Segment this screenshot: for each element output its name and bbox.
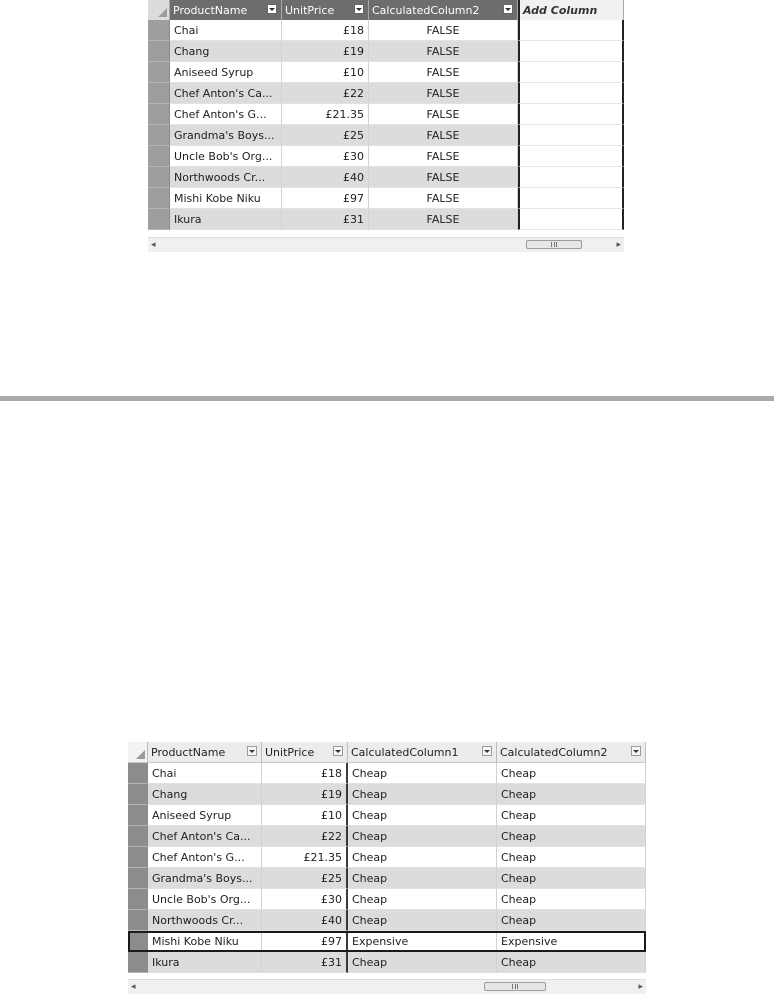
cell-calculatedcolumn2[interactable]: Cheap <box>497 805 646 826</box>
cell-unitprice[interactable]: £10 <box>262 805 348 826</box>
column-header-productname[interactable] <box>170 0 282 20</box>
cell-calculatedcolumn2[interactable]: Cheap <box>497 952 646 973</box>
column-header-calculatedcolumn1[interactable] <box>348 742 497 762</box>
cell-productname[interactable]: Ikura <box>170 209 282 230</box>
cell-calculatedcolumn1[interactable]: Cheap <box>348 952 497 973</box>
cell-calculatedcolumn2[interactable]: FALSE <box>369 209 518 230</box>
table-row[interactable] <box>128 889 646 910</box>
row-selector[interactable] <box>148 104 170 125</box>
cell-calculatedcolumn1[interactable]: Cheap <box>348 910 497 931</box>
column-header-label: UnitPrice <box>265 745 315 759</box>
filter-dropdown-icon[interactable] <box>354 4 364 14</box>
datasheet-top <box>148 0 624 252</box>
filter-dropdown-icon[interactable] <box>482 746 492 756</box>
column-header-productname[interactable] <box>148 742 262 762</box>
cell-calculatedcolumn1[interactable]: Cheap <box>348 805 497 826</box>
cell-unitprice[interactable]: £97 <box>282 188 369 209</box>
cell-unitprice[interactable]: £21.35 <box>282 104 369 125</box>
cell-productname[interactable]: Chef Anton's G... <box>170 104 282 125</box>
scroll-right-arrow-icon[interactable]: ▸ <box>638 982 643 992</box>
cell-productname[interactable]: Grandma's Boys... <box>170 125 282 146</box>
row-selector[interactable] <box>148 146 170 167</box>
cell-calculatedcolumn2[interactable]: Cheap <box>497 847 646 868</box>
select-all-corner[interactable] <box>148 0 170 20</box>
add-column-header[interactable] <box>518 0 624 20</box>
row-selector[interactable] <box>128 826 148 847</box>
scroll-right-arrow-icon[interactable]: ▸ <box>616 240 621 250</box>
grip-icon <box>512 984 518 989</box>
cell-unitprice[interactable]: £30 <box>262 889 348 910</box>
cell-productname[interactable]: Chef Anton's G... <box>148 847 262 868</box>
cell-add-column[interactable] <box>518 41 624 62</box>
cell-productname[interactable]: Northwoods Cr... <box>170 167 282 188</box>
cell-calculatedcolumn2[interactable]: Cheap <box>497 889 646 910</box>
column-header-unitprice[interactable] <box>282 0 369 20</box>
filter-dropdown-icon[interactable] <box>631 746 641 756</box>
cell-productname[interactable]: Ikura <box>148 952 262 973</box>
table-row[interactable] <box>128 910 646 931</box>
cell-unitprice[interactable]: £18 <box>282 20 369 41</box>
cell-calculatedcolumn2[interactable]: FALSE <box>369 146 518 167</box>
cell-unitprice[interactable]: £19 <box>282 41 369 62</box>
row-selector[interactable] <box>128 847 148 868</box>
horizontal-scrollbar[interactable] <box>148 237 624 252</box>
cell-unitprice[interactable]: £22 <box>262 826 348 847</box>
cell-unitprice[interactable]: £21.35 <box>262 847 348 868</box>
cell-add-column[interactable] <box>518 209 624 230</box>
corner-triangle-icon <box>136 750 145 759</box>
table-row[interactable] <box>128 763 646 784</box>
table-row[interactable] <box>148 188 624 209</box>
cell-calculatedcolumn1[interactable]: Cheap <box>348 763 497 784</box>
cell-productname[interactable]: Aniseed Syrup <box>148 805 262 826</box>
cell-productname[interactable]: Chef Anton's Ca... <box>170 83 282 104</box>
row-selector[interactable] <box>148 167 170 188</box>
table-row[interactable] <box>128 847 646 868</box>
scroll-left-arrow-icon[interactable]: ◂ <box>131 982 136 992</box>
table-row[interactable] <box>128 952 646 973</box>
row-selector[interactable] <box>148 62 170 83</box>
filter-dropdown-icon[interactable] <box>503 4 513 14</box>
cell-add-column[interactable] <box>518 188 624 209</box>
scrollbar-thumb[interactable] <box>526 240 582 249</box>
row-selector[interactable] <box>128 784 148 805</box>
row-selector[interactable] <box>148 188 170 209</box>
cell-unitprice[interactable]: £31 <box>282 209 369 230</box>
cell-calculatedcolumn1[interactable]: Cheap <box>348 868 497 889</box>
row-selector[interactable] <box>128 889 148 910</box>
column-header-calculatedcolumn2[interactable] <box>497 742 646 762</box>
cell-productname[interactable]: Grandma's Boys... <box>148 868 262 889</box>
row-selector[interactable] <box>128 868 148 889</box>
column-header-label: CalculatedColumn2 <box>500 745 608 759</box>
cell-unitprice[interactable]: £22 <box>282 83 369 104</box>
cell-productname[interactable]: Mishi Kobe Niku <box>148 931 262 952</box>
cell-calculatedcolumn1[interactable]: Cheap <box>348 847 497 868</box>
cell-productname[interactable]: Chai <box>170 20 282 41</box>
cell-productname[interactable]: Chang <box>170 41 282 62</box>
datasheet-bottom <box>128 742 646 994</box>
horizontal-scrollbar[interactable] <box>128 979 646 994</box>
cell-unitprice[interactable]: £40 <box>282 167 369 188</box>
add-column-label: Add Column <box>523 3 598 17</box>
scroll-left-arrow-icon[interactable]: ◂ <box>151 240 156 250</box>
cell-calculatedcolumn2[interactable]: FALSE <box>369 20 518 41</box>
row-selector[interactable] <box>128 931 148 952</box>
cell-calculatedcolumn2[interactable]: FALSE <box>369 104 518 125</box>
cell-productname[interactable]: Mishi Kobe Niku <box>170 188 282 209</box>
table-row[interactable] <box>148 209 624 230</box>
table-row[interactable] <box>148 41 624 62</box>
cell-productname[interactable]: Aniseed Syrup <box>170 62 282 83</box>
table-row[interactable] <box>128 868 646 889</box>
cell-unitprice[interactable]: £25 <box>262 868 348 889</box>
datasheet-rows <box>148 20 624 230</box>
cell-calculatedcolumn2[interactable]: FALSE <box>369 167 518 188</box>
cell-productname[interactable]: Uncle Bob's Org... <box>148 889 262 910</box>
table-row[interactable] <box>128 826 646 847</box>
row-selector[interactable] <box>148 20 170 41</box>
table-row[interactable] <box>128 784 646 805</box>
cell-calculatedcolumn2[interactable]: Cheap <box>497 784 646 805</box>
filter-dropdown-icon[interactable] <box>267 4 277 14</box>
filter-dropdown-icon[interactable] <box>333 746 343 756</box>
row-selector[interactable] <box>128 952 148 973</box>
scrollbar-thumb[interactable] <box>484 982 546 991</box>
column-header-row <box>128 742 646 763</box>
select-all-corner[interactable] <box>128 742 148 762</box>
table-row[interactable] <box>148 146 624 167</box>
cell-add-column[interactable] <box>518 146 624 167</box>
row-selector[interactable] <box>128 763 148 784</box>
table-row[interactable] <box>148 104 624 125</box>
cell-calculatedcolumn2[interactable]: Cheap <box>497 910 646 931</box>
cell-productname[interactable]: Chang <box>148 784 262 805</box>
cell-unitprice[interactable]: £25 <box>282 125 369 146</box>
row-selector[interactable] <box>148 41 170 62</box>
cell-calculatedcolumn2[interactable]: Expensive <box>497 931 646 952</box>
row-selector[interactable] <box>128 805 148 826</box>
cell-calculatedcolumn1[interactable]: Cheap <box>348 889 497 910</box>
cell-add-column[interactable] <box>518 167 624 188</box>
row-selector[interactable] <box>148 125 170 146</box>
section-divider <box>0 396 774 401</box>
cell-calculatedcolumn2[interactable]: FALSE <box>369 62 518 83</box>
column-header-label: CalculatedColumn2 <box>372 3 480 17</box>
cell-productname[interactable]: Uncle Bob's Org... <box>170 146 282 167</box>
table-row[interactable] <box>148 167 624 188</box>
cell-calculatedcolumn2[interactable]: Cheap <box>497 763 646 784</box>
column-header-label: ProductName <box>173 3 248 17</box>
filter-dropdown-icon[interactable] <box>247 746 257 756</box>
cell-calculatedcolumn2[interactable]: FALSE <box>369 41 518 62</box>
table-row[interactable] <box>128 805 646 826</box>
cell-calculatedcolumn2[interactable]: FALSE <box>369 125 518 146</box>
row-selector[interactable] <box>148 83 170 104</box>
row-selector[interactable] <box>128 910 148 931</box>
column-header-unitprice[interactable] <box>262 742 348 762</box>
corner-triangle-icon <box>158 8 167 17</box>
cell-calculatedcolumn2[interactable]: Cheap <box>497 826 646 847</box>
cell-calculatedcolumn2[interactable]: FALSE <box>369 83 518 104</box>
cell-unitprice[interactable]: £19 <box>262 784 348 805</box>
cell-add-column[interactable] <box>518 20 624 41</box>
table-row-highlighted[interactable] <box>128 931 646 952</box>
cell-unitprice[interactable]: £30 <box>282 146 369 167</box>
cell-calculatedcolumn2[interactable]: Cheap <box>497 868 646 889</box>
table-row[interactable] <box>148 62 624 83</box>
cell-unitprice[interactable]: £18 <box>262 763 348 784</box>
cell-calculatedcolumn1[interactable]: Expensive <box>348 931 497 952</box>
cell-calculatedcolumn1[interactable]: Cheap <box>348 784 497 805</box>
cell-unitprice[interactable]: £97 <box>262 931 348 952</box>
cell-unitprice[interactable]: £10 <box>282 62 369 83</box>
table-row[interactable] <box>148 125 624 146</box>
cell-unitprice[interactable]: £31 <box>262 952 348 973</box>
datasheet-rows <box>128 763 646 973</box>
column-header-row <box>148 0 624 20</box>
column-header-calculatedcolumn2[interactable] <box>369 0 518 20</box>
cell-calculatedcolumn1[interactable]: Cheap <box>348 826 497 847</box>
row-selector[interactable] <box>148 209 170 230</box>
cell-productname[interactable]: Northwoods Cr... <box>148 910 262 931</box>
cell-productname[interactable]: Chef Anton's Ca... <box>148 826 262 847</box>
table-row[interactable] <box>148 83 624 104</box>
grip-icon <box>551 242 557 247</box>
cell-add-column[interactable] <box>518 83 624 104</box>
cell-add-column[interactable] <box>518 125 624 146</box>
column-header-label: CalculatedColumn1 <box>351 745 459 759</box>
column-header-label: UnitPrice <box>285 3 335 17</box>
cell-calculatedcolumn2[interactable]: FALSE <box>369 188 518 209</box>
cell-add-column[interactable] <box>518 62 624 83</box>
cell-add-column[interactable] <box>518 104 624 125</box>
cell-productname[interactable]: Chai <box>148 763 262 784</box>
column-header-label: ProductName <box>151 745 226 759</box>
table-row[interactable] <box>148 20 624 41</box>
cell-unitprice[interactable]: £40 <box>262 910 348 931</box>
